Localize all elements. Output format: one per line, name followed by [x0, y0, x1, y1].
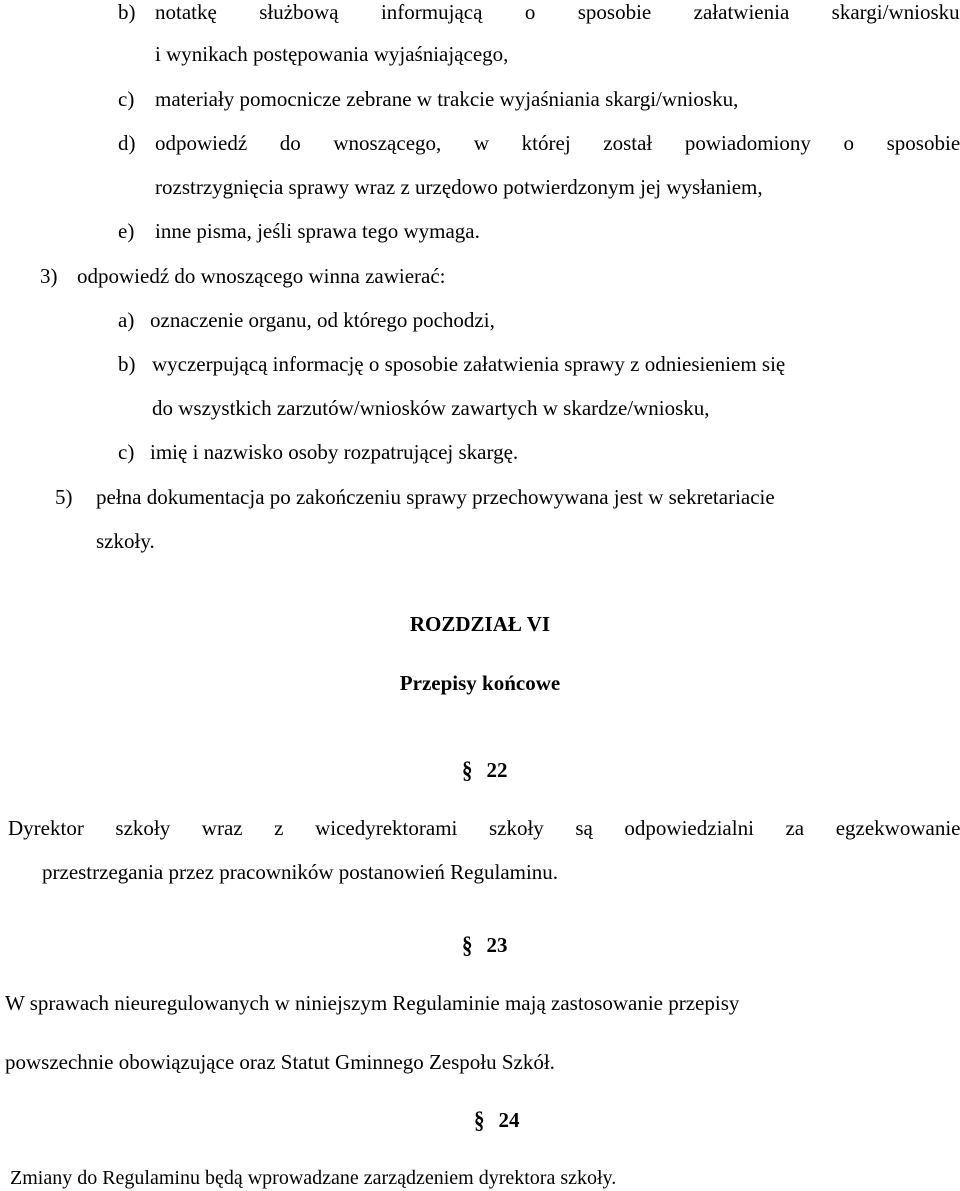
list-item-d-line1: odpowiedź do wnoszącego, w której został powiadomiony o sposobie [155, 131, 960, 155]
item-3b-line1: wyczerpującą informację o sposobie załatwienia sprawy z odniesieniem się [152, 352, 786, 376]
list-item-c: materiały pomocnicze zebrane w trakcie wyjaśniania skargi/wniosku, [155, 87, 739, 111]
item-3b-label: b) [118, 352, 136, 376]
section-23-heading [462, 933, 508, 957]
section-22-line1: Dyrektor szkoły wraz z wicedyrektorami szkoły są odpowiedzialni za egzekwowanie [8, 816, 960, 840]
item-5-line1: pełna dokumentacja po zakończeniu sprawy przechowywana jest w sekretariacie [96, 485, 775, 509]
item-3c-text: imię i nazwisko osoby rozpatrującej skargę. [150, 440, 519, 464]
item-5-line2: szkoły. [96, 529, 155, 553]
section-23-line1: W sprawach nieuregulowanych w niniejszym Regulaminie mają zastosowanie przepisy [5, 991, 740, 1015]
item-3-label: 3) [40, 264, 58, 288]
item-3c-label: c) [118, 440, 135, 464]
chapter-subtitle: Przepisy końcowe [399, 671, 561, 695]
list-label-d: d) [118, 131, 136, 155]
section-number: 24 [498, 1108, 520, 1132]
section-sign: § [462, 756, 473, 784]
item-3-text: odpowiedź do wnoszącego winna zawierać: [77, 264, 446, 288]
list-item-b-line1: notatkę służbową informującą o sposobie załatwienia skargi/wniosku [155, 0, 960, 24]
item-3b-line2: do wszystkich zarzutów/wniosków zawartych w skardze/wniosku, [152, 396, 710, 420]
section-24-line1: Zmiany do Regulaminu będą wprowadzane zarządzeniem dyrektora szkoły. [10, 1167, 617, 1189]
item-3a-label: a) [118, 308, 135, 332]
section-number: 22 [486, 758, 508, 782]
section-24-heading [474, 1108, 520, 1132]
list-item-e: inne pisma, jeśli sprawa tego wymaga. [155, 219, 480, 243]
section-22-heading [462, 758, 508, 782]
item-3a-text: oznaczenie organu, od którego pochodzi, [150, 308, 495, 332]
list-label-c: c) [118, 87, 135, 111]
list-label-e: e) [118, 219, 135, 243]
list-item-d-line2: rozstrzygnięcia sprawy wraz z urzędowo potwierdzonym jej wysłaniem, [155, 175, 763, 199]
section-number: 23 [486, 933, 508, 957]
section-22-line2: przestrzegania przez pracowników postanowień Regulaminu. [42, 860, 559, 884]
chapter-title: ROZDZIAŁ VI [409, 612, 551, 636]
item-5-label: 5) [55, 485, 73, 509]
list-label-b: b) [118, 0, 136, 24]
section-sign: § [474, 1106, 485, 1134]
section-23-line2: powszechnie obowiązujące oraz Statut Gminnego Zespołu Szkół. [5, 1050, 555, 1074]
section-sign: § [462, 931, 473, 959]
list-item-b-line2: i wynikach postępowania wyjaśniającego, [155, 42, 509, 66]
